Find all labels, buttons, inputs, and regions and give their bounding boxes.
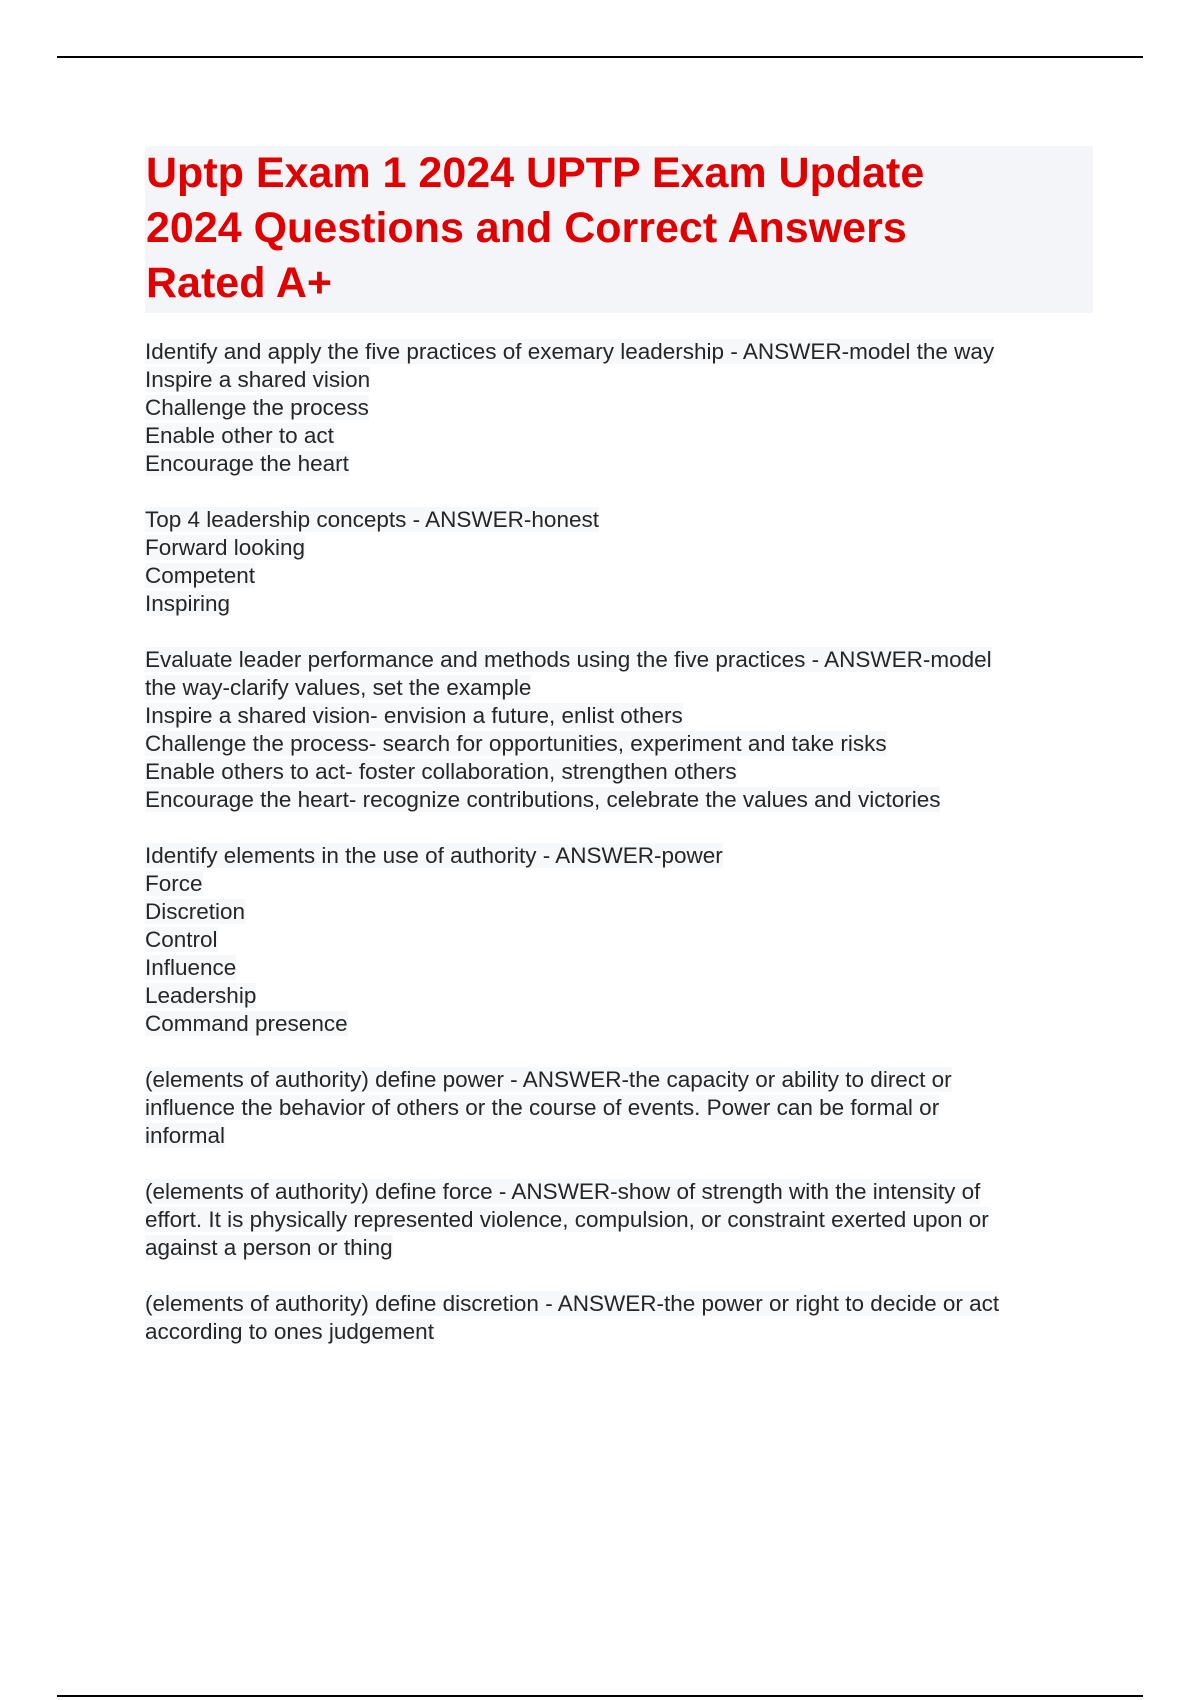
text-line: according to ones judgement <box>145 1319 434 1344</box>
text-line: Control <box>145 927 218 952</box>
answer-line <box>145 786 1093 814</box>
answer-line <box>145 450 1093 478</box>
question-line <box>145 338 1093 366</box>
title-line: Rated A+ <box>146 259 332 307</box>
answer-line <box>145 562 1093 590</box>
answer-line <box>145 982 1093 1010</box>
answer-line <box>145 870 1093 898</box>
qa-item <box>145 646 1093 814</box>
answer-line <box>145 1234 1093 1262</box>
qa-item <box>145 1178 1093 1262</box>
text-line: Inspire a shared vision <box>145 367 371 392</box>
text-line: Identify elements in the use of authority - ANSWER-power <box>145 843 723 868</box>
top-rule <box>57 56 1143 58</box>
answer-line <box>145 954 1093 982</box>
title-block <box>145 146 1093 313</box>
answer-line <box>145 1010 1093 1038</box>
text-line: effort. It is physically represented violence, compulsion, or constraint exerted upon or <box>145 1207 989 1232</box>
answer-line <box>145 590 1093 618</box>
question-line <box>145 1290 1093 1318</box>
text-line: Enable others to act- foster collaboration, strengthen others <box>145 759 737 784</box>
text-line: (elements of authority) define power - ANSWER-the capacity or ability to direct or <box>145 1067 952 1092</box>
question-line <box>145 506 1093 534</box>
answer-line <box>145 730 1093 758</box>
text-line: against a person or thing <box>145 1235 393 1260</box>
text-line: Forward looking <box>145 535 306 560</box>
qa-item <box>145 1290 1093 1346</box>
question-line <box>145 1066 1093 1094</box>
text-line: influence the behavior of others or the course of events. Power can be formal or <box>145 1095 940 1120</box>
answer-line <box>145 1122 1093 1150</box>
answer-line <box>145 366 1093 394</box>
answer-line <box>145 534 1093 562</box>
question-line <box>145 842 1093 870</box>
text-line: Evaluate leader performance and methods using the five practices - ANSWER-model <box>145 647 992 672</box>
answer-line <box>145 702 1093 730</box>
text-line: Command presence <box>145 1011 348 1036</box>
document-body <box>145 146 1093 1374</box>
text-line: Inspire a shared vision- envision a future, enlist others <box>145 703 683 728</box>
answer-line <box>145 926 1093 954</box>
text-line: Identify and apply the five practices of exemary leadership - ANSWER-model the way <box>145 339 995 364</box>
answer-line <box>145 674 1093 702</box>
answer-line <box>145 758 1093 786</box>
answer-line <box>145 1206 1093 1234</box>
answer-line <box>145 1318 1093 1346</box>
text-line: Encourage the heart <box>145 451 349 476</box>
text-line: Encourage the heart- recognize contributions, celebrate the values and victories <box>145 787 941 812</box>
question-line <box>145 646 1093 674</box>
qa-item <box>145 506 1093 618</box>
text-line: (elements of authority) define discretion - ANSWER-the power or right to decide or act <box>145 1291 1000 1316</box>
text-line: informal <box>145 1123 226 1148</box>
title-line: Uptp Exam 1 2024 UPTP Exam Update <box>146 149 925 197</box>
answer-line <box>145 1094 1093 1122</box>
text-line: Influence <box>145 955 237 980</box>
text-line: (elements of authority) define force - ANSWER-show of strength with the intensity of <box>145 1179 981 1204</box>
text-line: Enable other to act <box>145 423 334 448</box>
text-line: Inspiring <box>145 591 231 616</box>
text-line: Leadership <box>145 983 257 1008</box>
text-line: Challenge the process- search for opportunities, experiment and take risks <box>145 731 887 756</box>
text-line: the way-clarify values, set the example <box>145 675 532 700</box>
text-line: Top 4 leadership concepts - ANSWER-honest <box>145 507 599 532</box>
qa-item <box>145 338 1093 478</box>
title-line: 2024 Questions and Correct Answers <box>146 204 907 252</box>
document-title <box>146 146 1093 311</box>
text-line: Discretion <box>145 899 246 924</box>
question-line <box>145 1178 1093 1206</box>
answer-line <box>145 898 1093 926</box>
bottom-rule <box>57 1695 1143 1697</box>
qa-list <box>145 338 1093 1346</box>
text-line: Challenge the process <box>145 395 369 420</box>
text-line: Competent <box>145 563 256 588</box>
qa-item <box>145 842 1093 1038</box>
qa-item <box>145 1066 1093 1150</box>
answer-line <box>145 422 1093 450</box>
answer-line <box>145 394 1093 422</box>
text-line: Force <box>145 871 203 896</box>
